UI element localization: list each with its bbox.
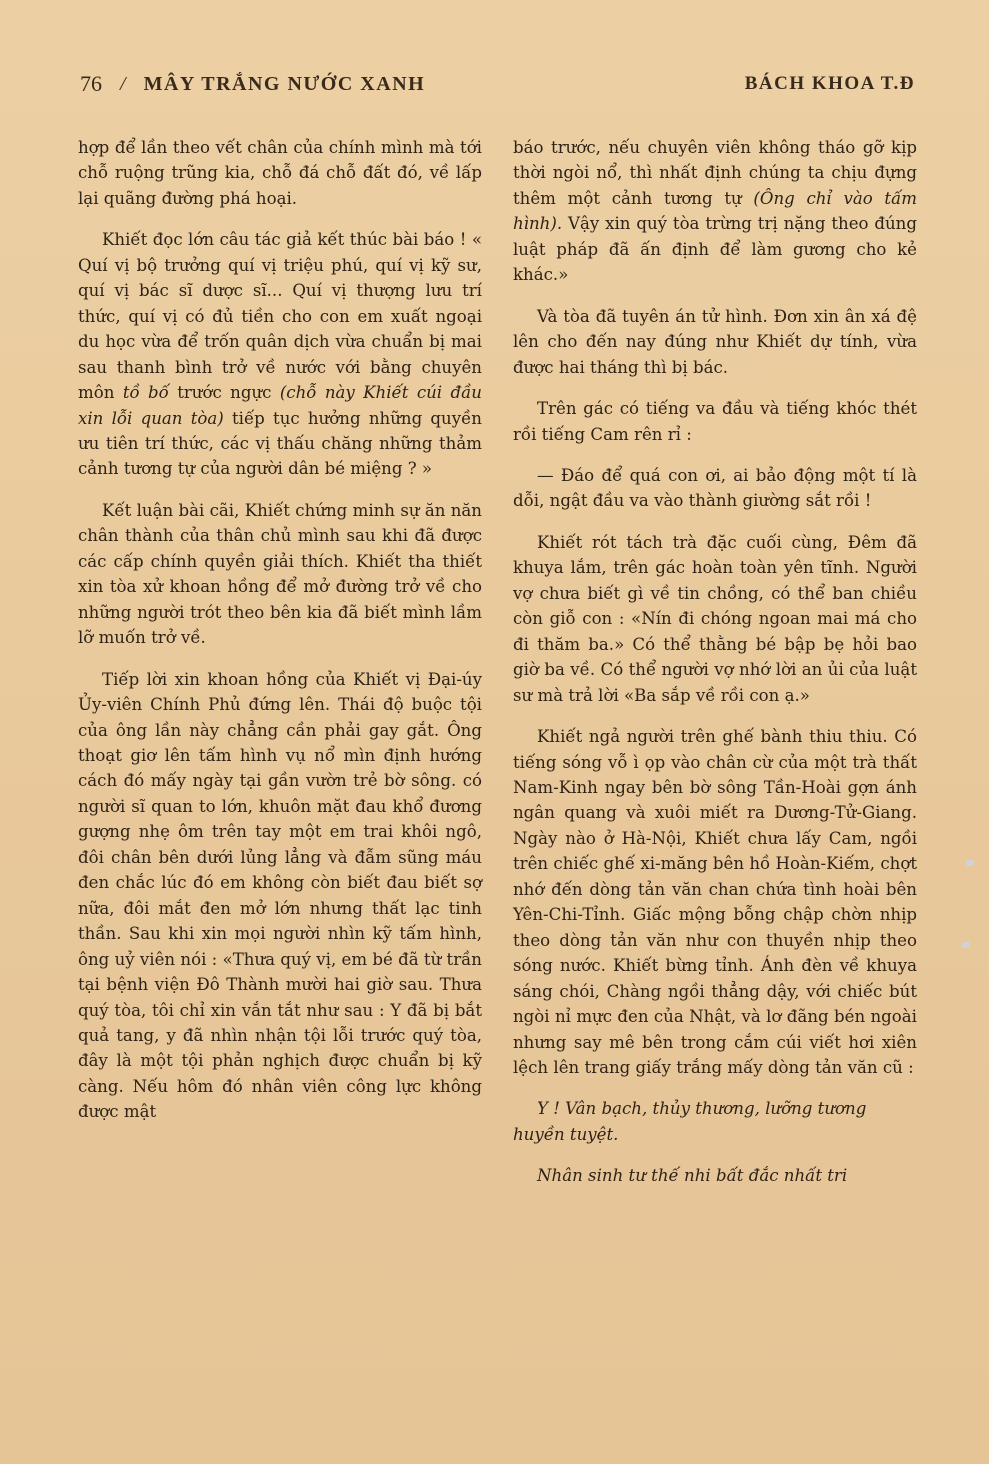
paragraph: hợp để lần theo vết chân của chính mình mà tới chỗ ruộng trũng kia, chỗ đá chỗ đất đó, về lấp lại quãng đường phá hoại.	[78, 138, 482, 208]
paper-mark	[966, 860, 974, 866]
text-run: Vậy xin quý tòa trừng trị nặng theo đúng luật pháp đã ấn định để làm gương cho kẻ khác.»	[513, 214, 917, 285]
italic-aside: (chỗ này Khiết cúi đầu xin lỗi quan tòa)	[78, 383, 482, 428]
text-run: trước ngực	[177, 383, 272, 403]
left-column	[78, 135, 482, 1141]
paragraph	[513, 135, 917, 288]
italic-aside: (Ông chỉ vào tấm hình).	[513, 188, 917, 234]
text-run: Khiết đọc lớn câu tác giả kết thúc bài báo ! « Quí vị bộ trưởng quí vị triệu phú, quí vị kỹ sư, quí vị bác sĩ dược sĩ... Quí vị thượng lưu trí thức, quí vị có đủ tiền cho con em xuất ngoại du học vừa để trốn quân dịch vừa chuẩn bị mai sau thanh bình trở về nước với bằng chuyên môn	[78, 230, 482, 403]
page-number: 76	[80, 71, 102, 96]
header-left	[80, 71, 425, 97]
book-title: MÂY TRẮNG NƯỚC XANH	[143, 72, 426, 95]
magazine-name: BÁCH KHOA T.Đ	[744, 73, 915, 94]
paper-mark	[962, 942, 970, 948]
italic-text: tồ bố	[122, 383, 169, 403]
paragraph: Khiết ngả người trên ghế bành thiu thiu. Có tiếng sóng vỗ ì ọp vào chân cừ của một trà thất Nam-Kinh ngay bên bờ sông Tần-Hoài gợn ánh ngân quang và xuôi miết ra Dương-Tử-Giang. Ngày nào ở Hà-Nội, Khiết chưa lấy Cam, ngồi trên chiếc ghế xi-măng bên hồ Hoàn-Kiếm, chợt nhớ đến dòng tản văn chan chứa tình hoài bên Yên-Chi-Tỉnh. Giấc mộng bỗng chập chờn nhịp theo dòng tản văn như con thuyền nhịp theo sóng nước. Khiết bừng tỉnh. Ánh đèn về khuya sáng chói, Chàng ngồi thẳng dậy, với chiếc bút ngòi nỉ mực đen của Nhật, và lơ đãng bén ngoài nhưng say mê bên trong cắm cúi viết hơi xiên lệch lên trang giấy trắng mấy dòng tản văn cũ :	[513, 727, 917, 1077]
header-separator: /	[120, 72, 126, 95]
paragraph: Và tòa đã tuyên án tử hình. Đơn xin ân xá đệ lên cho đến nay đúng như Khiết dự tính, vừa được hai tháng thì bị bác.	[513, 306, 917, 377]
text-run: báo trước, nếu chuyên viên không tháo gỡ kịp thời ngòi nổ, thì nhất định chúng ta chịu đựng thêm một cảnh tương tự	[513, 138, 917, 208]
dialogue-line: — Đáo để quá con ơi, ai bảo động một tí là dỗi, ngật đầu va vào thành giường sắt rồi !	[513, 465, 917, 511]
paragraph: Trên gác có tiếng va đầu và tiếng khóc thét rồi tiếng Cam rên rỉ :	[513, 399, 917, 444]
text-run: tiếp tục hưởng những quyền ưu tiên trí thức, các vị thấu chăng những thảm cảnh tương tự của người dân bé miệng ? »	[78, 408, 482, 479]
poem-line: Nhân sinh tư thế nhi bất đắc nhất tri	[537, 1166, 848, 1186]
paragraph	[78, 227, 482, 482]
right-column	[513, 135, 917, 1205]
page-header	[80, 66, 915, 102]
paragraph: Kết luận bài cãi, Khiết chứng minh sự ăn năn chân thành của thân chủ mình sau khi đã được các cấp chính quyền giải thích. Khiết tha thiết xin tòa xử khoan hồng để mở đường trở về cho những người trót theo bên kia đã biết mình lầm lỡ muốn trở về.	[78, 500, 482, 648]
paragraph: Tiếp lời xin khoan hồng của Khiết vị Đại-úy Ủy-viên Chính Phủ đứng lên. Thái độ buộc tội của ông lần này chẳng cần phải gay gắt. Ông thoạt giơ lên tấm hình vụ nổ mìn định hướng cách đó mấy ngày tại gần vườn trẻ bờ sông. có người sĩ quan to lớn, khuôn mặt đau khổ đương gượng nhẹ ôm trên tay một em trai khôi ngô, đôi chân bên dưới lủng lẳng và đẫm sũng máu đen chắc lúc đó em không còn biết đau biết sợ nữa, đôi mắt đen mở lớn nhưng thất lạc tinh thần. Sau khi xin mọi người nhìn kỹ tấm hình, ông uỷ viên nói : «Thưa quý vị, em bé đã từ trần tại bệnh viện Đô Thành mười hai giờ sau. Thưa quý tòa, tôi chỉ xin vắn tắt như sau : Y đã bị bắt quả tang, y đã nhìn nhận tội lỗi trước quý tòa, đây là một tội phản nghịch được chuẩn bị kỹ càng. Nếu hôm đó nhân viên công lực không được mật	[78, 669, 482, 1122]
paragraph: Khiết rót tách trà đặc cuối cùng, Đêm đã khuya lắm, trên gác hoàn toàn yên tĩnh. Người vợ chưa biết gì về tin chồng, có thể ban chiều còn giỗ con : «Nín đi chóng ngoan mai má cho đi thăm ba.» Có thể thằng bé bập bẹ hỏi bao giờ ba về. Có thể người vợ nhớ lời an ủi của luật sư mà trả lời «Ba sắp về rồi con ạ.»	[513, 532, 917, 705]
poem-line: Y ! Vân bạch, thủy thương, lưỡng tương huyền tuyệt.	[513, 1099, 867, 1144]
